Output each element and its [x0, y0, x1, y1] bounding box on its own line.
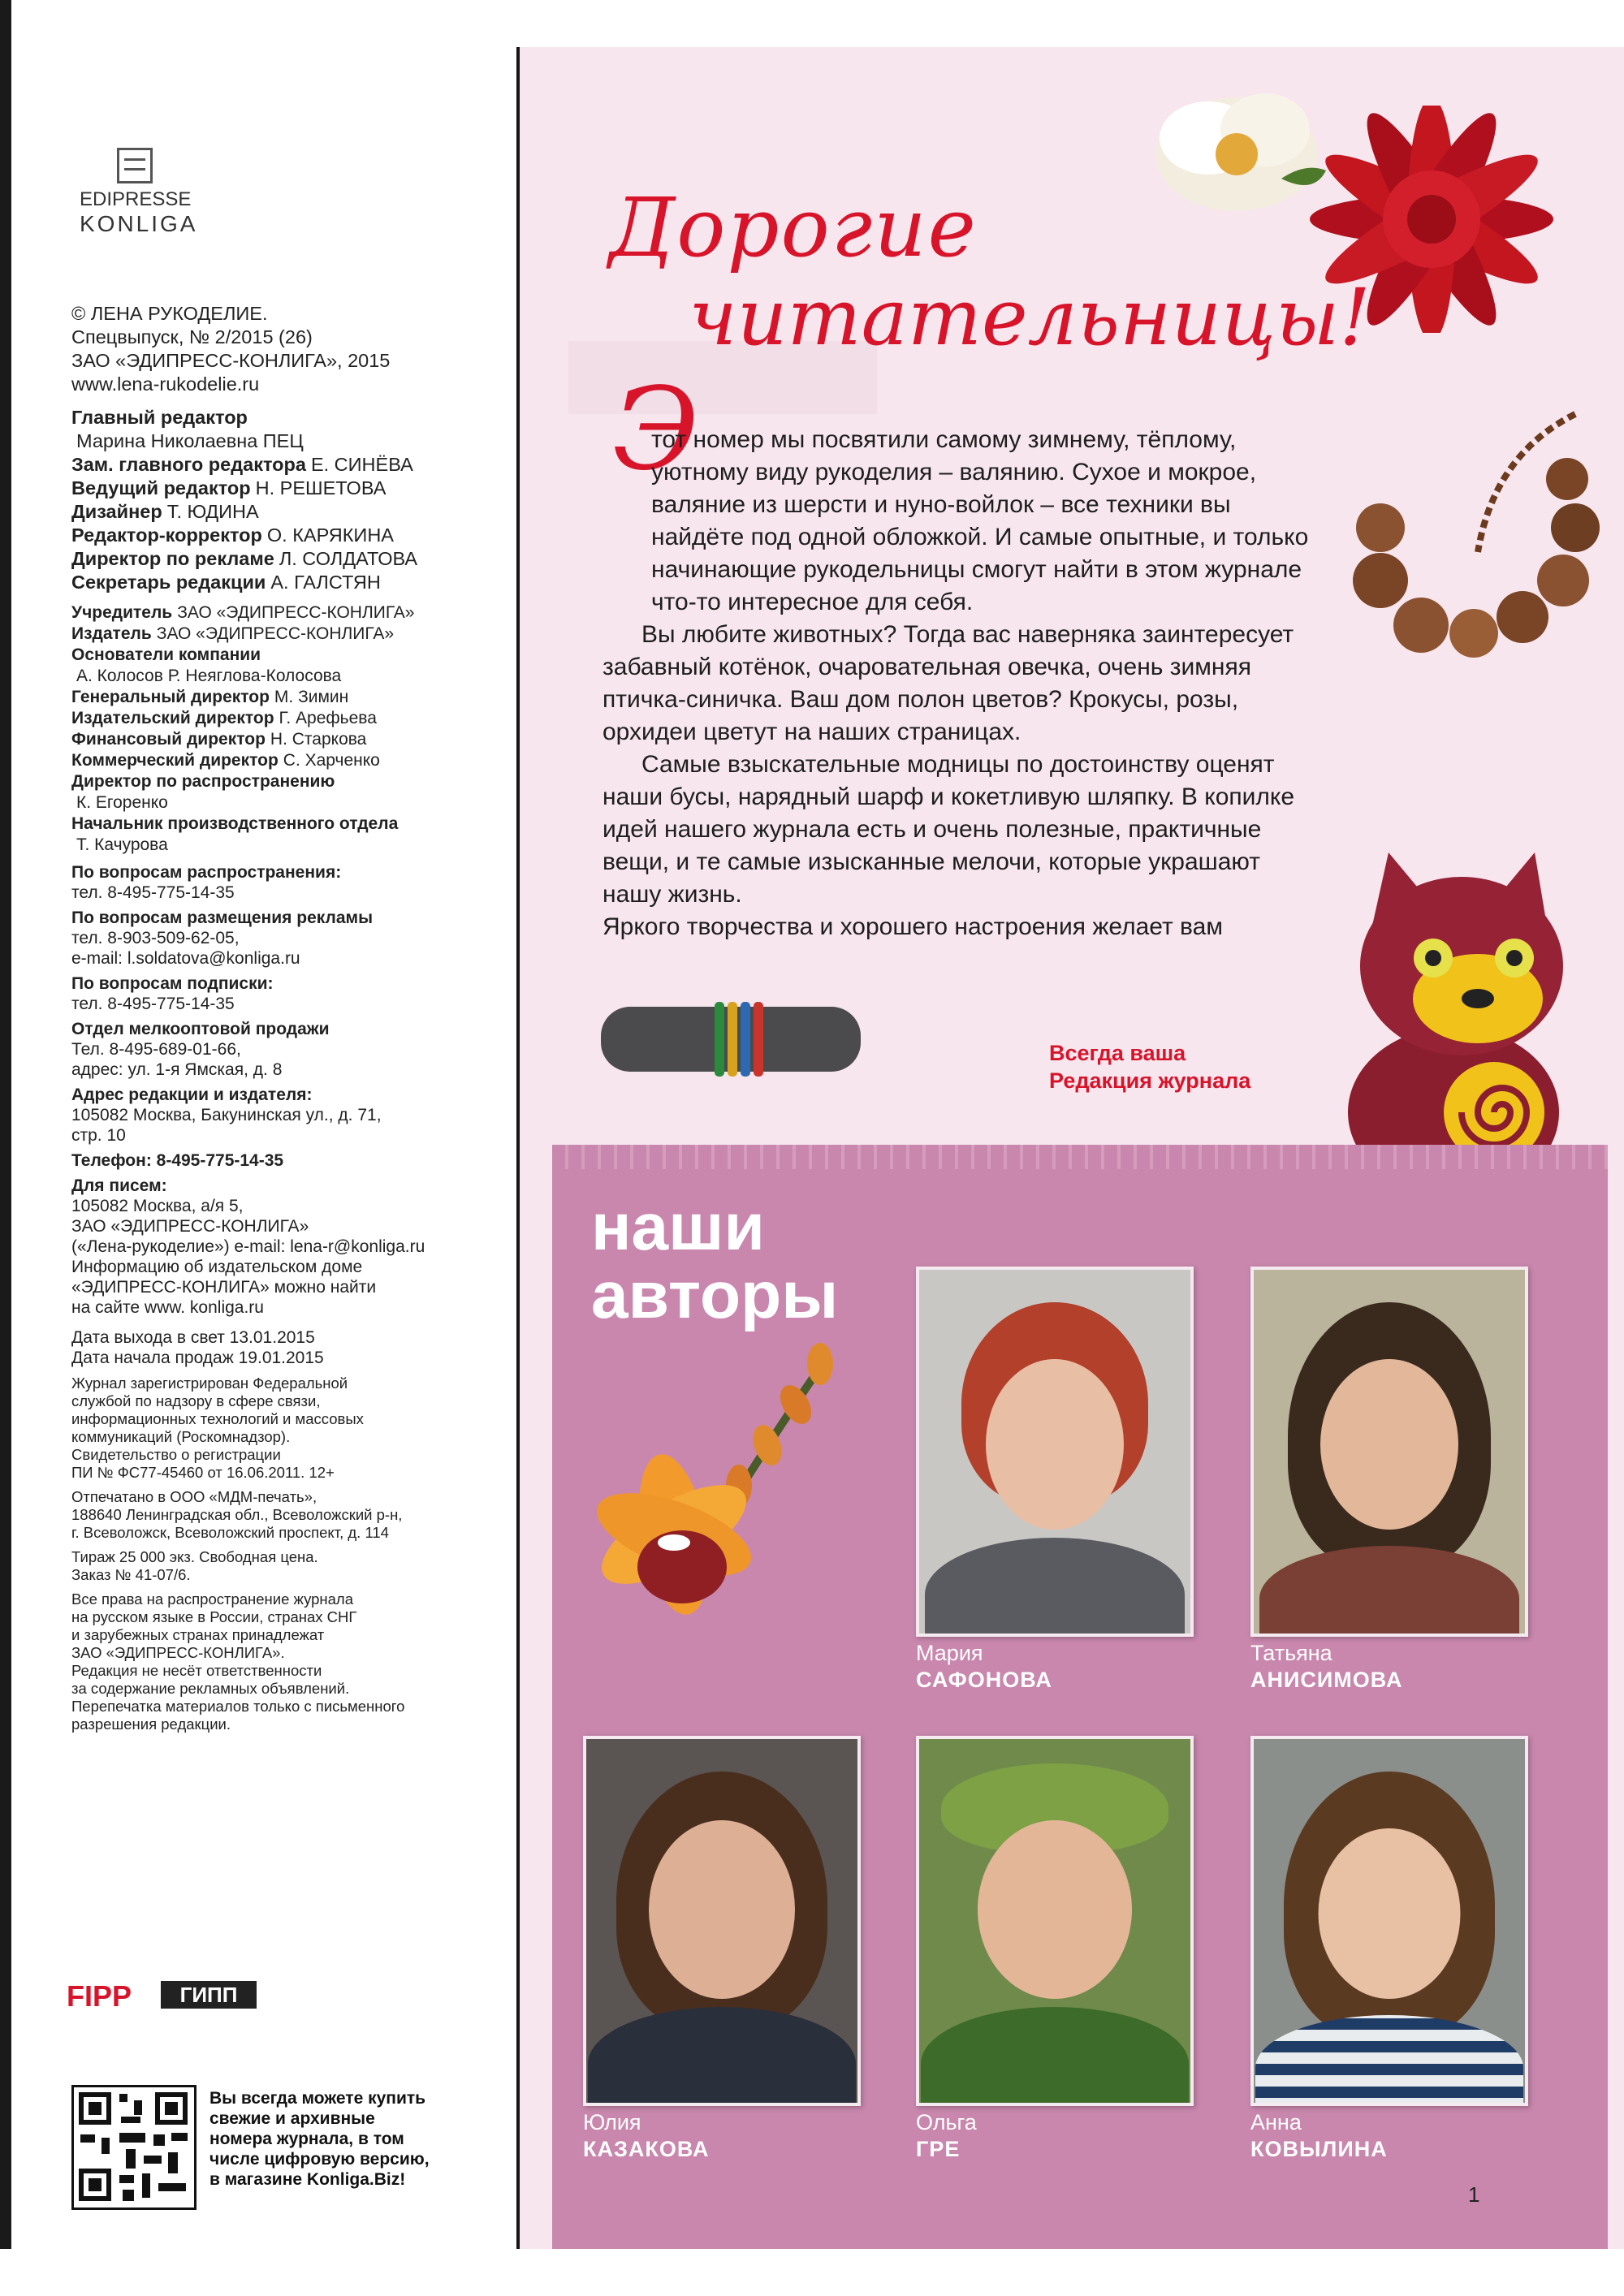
company-name: Г. Арефьева — [279, 709, 377, 727]
authors-title-line-2: авторы — [591, 1258, 839, 1332]
staff-row — [71, 429, 516, 453]
company-role: Учредитель — [71, 603, 173, 622]
contact-heading: По вопросам подписки: — [71, 974, 274, 993]
spacer — [71, 856, 516, 862]
company-row — [71, 792, 516, 814]
registration-line: информационных технологий и массовых — [71, 1410, 364, 1427]
imprint-head-line: Спецвыпуск, № 2/2015 (26) — [71, 326, 313, 347]
staff-name: Т. ЮДИНА — [166, 501, 259, 522]
registration-line: ПИ № ФС77-45460 от 16.06.2011. 12+ — [71, 1464, 335, 1481]
authors-panel-edge — [552, 1145, 1608, 1169]
company-row — [71, 835, 516, 856]
contact-heading: Отдел мелкооптовой продажи — [71, 1020, 330, 1038]
page-number: 1 — [1468, 2182, 1480, 2207]
author-last-name: КОВЫЛИНА — [1250, 2137, 1388, 2161]
author-last-name: ГРЕ — [916, 2137, 961, 2161]
staff-name: А. ГАЛСТЯН — [270, 572, 381, 593]
contact-line: тел. 8-903-509-62-05, — [71, 929, 240, 947]
staff-role: Ведущий редактор — [71, 477, 251, 498]
company-row — [71, 624, 516, 645]
letter-body — [603, 424, 1322, 943]
rights-line: за содержание рекламных объявлений. — [71, 1680, 350, 1697]
author-first-name: Ольга — [916, 2110, 977, 2134]
contact-heading: По вопросам распространения: — [71, 863, 342, 882]
company-row — [71, 687, 516, 708]
signature-line-2: Редакция журнала — [1049, 1068, 1251, 1093]
publisher-logo — [80, 148, 201, 237]
contact-line: 105082 Москва, а/я 5, — [71, 1197, 244, 1215]
staff-name: О. КАРЯКИНА — [266, 524, 394, 546]
staff-name: Л. СОЛДАТОВА — [279, 548, 418, 569]
spacer — [71, 1368, 516, 1375]
company-row — [71, 602, 516, 624]
company-row — [71, 708, 516, 729]
staff-row — [71, 453, 516, 477]
contact-line: Тел. 8-495-689-01-66, — [71, 1040, 241, 1059]
date-line: Дата начала продаж 19.01.2015 — [71, 1349, 324, 1367]
date-line: Дата выхода в свет 13.01.2015 — [71, 1328, 315, 1347]
staff-name: Н. РЕШЕТОВА — [255, 477, 387, 498]
staff-row — [71, 500, 516, 524]
staff-role: Главный редактор — [71, 407, 248, 428]
spacer — [71, 1584, 516, 1590]
company-row — [71, 771, 516, 792]
letter-paragraph-4: Яркого творчества и хорошего настроения желает вам — [603, 913, 1223, 940]
felt-case-image — [593, 990, 877, 1080]
author-last-name: КАЗАКОВА — [583, 2137, 710, 2161]
author-first-name: Мария — [916, 1641, 983, 1665]
qr-note: Вы всегда можете купить свежие и архивные номера журнала, в том числе цифровую версию, в магазине Konliga.Biz! — [209, 2089, 430, 2189]
spacer — [71, 1542, 516, 1548]
contact-line: «ЭДИПРЕСС-КОНЛИГА» можно найти — [71, 1278, 377, 1297]
circulation-line: Тираж 25 000 экз. Свободная цена. — [71, 1548, 318, 1565]
logo-line-1: EDIPRESSE — [80, 188, 192, 210]
fipp-logo: FIPP — [67, 1979, 132, 2013]
letter-title-line-1: Дорогие — [609, 180, 978, 275]
author-photo-safonova — [916, 1267, 1194, 1637]
rights-line: Перепечатка материалов только с письменного — [71, 1698, 405, 1715]
author-body — [925, 1538, 1185, 1637]
company-role: Начальник производственного отдела — [71, 814, 399, 833]
authors-title-line-1: наши — [591, 1190, 765, 1264]
company-name: М. Зимин — [274, 688, 349, 706]
letter-paragraph-1: тот номер мы посвятили самому зимнему, тёплому, уютному виду рукоделия – валянию. Сухое и мокрое, валяние из шерсти и нуно-войлок – все техники вы найдёте под одной обложкой. И самые опытные, и только начинающие рукодельницы смогут найти в этом журнале что-то интересное для себя. — [651, 426, 1309, 615]
contact-line: 105082 Москва, Бакунинская ул., д. 71, — [71, 1106, 382, 1124]
author-face — [649, 1820, 795, 1999]
contact-line: адрес: ул. 1-я Ямская, д. 8 — [71, 1060, 283, 1079]
company-name: Т. Качурова — [76, 835, 168, 854]
printing-line: 188640 Ленинградская обл., Всеволожский р-н, — [71, 1506, 403, 1523]
staff-row — [71, 477, 516, 500]
spacer — [71, 594, 516, 602]
company-role: Директор по распространению — [71, 772, 335, 791]
company-row — [71, 814, 516, 835]
felt-beads-necklace-image — [1332, 406, 1600, 674]
scan-left-edge — [0, 0, 11, 2296]
registration-line: коммуникаций (Роскомнадзор). — [71, 1428, 291, 1445]
company-role: Генеральный директор — [71, 688, 270, 706]
company-row — [71, 666, 516, 687]
company-name: Н. Старкова — [270, 730, 367, 749]
registration-line: службой по надзору в сфере связи, — [71, 1392, 321, 1409]
white-felt-flower-image — [1143, 73, 1330, 227]
company-role: Финансовый директор — [71, 730, 266, 749]
registration-line: Свидетельство о регистрации — [71, 1446, 281, 1463]
author-caption-gre — [916, 2109, 977, 2163]
contact-line: на сайте www. konliga.ru — [71, 1298, 264, 1317]
letter-paragraph-2: Вы любите животных? Тогда вас наверняка заинтересует забавный котёнок, очаровательная овечка, очень зимняя птичка-синичка. Ваш дом полон цветов? Крокусы, розы, орхидеи цветут на наших страницах. — [603, 621, 1294, 745]
logo-line-2: KONLIGA — [80, 211, 198, 236]
letter-title-line-2: читательницы! — [689, 272, 1371, 363]
spacer — [71, 1733, 516, 1740]
spacer — [71, 1482, 516, 1488]
scan-bottom-margin — [0, 2249, 1624, 2296]
author-body — [1255, 2015, 1523, 2106]
author-caption-anisimova — [1250, 1640, 1402, 1694]
author-body — [921, 2007, 1189, 2106]
rights-line: Все права на распространение журнала — [71, 1590, 354, 1608]
author-face — [978, 1820, 1132, 1999]
drop-cap: Э — [612, 364, 700, 496]
author-first-name: Татьяна — [1250, 1641, 1332, 1665]
gimp-logo: ГИПП — [161, 1981, 257, 2009]
author-photo-anisimova — [1250, 1267, 1528, 1637]
author-caption-kovylina — [1250, 2109, 1388, 2163]
company-role: Коммерческий директор — [71, 751, 279, 770]
company-row — [71, 750, 516, 771]
staff-row — [71, 406, 516, 429]
author-face — [1319, 1828, 1461, 1999]
rights-line: Редакция не несёт ответственности — [71, 1662, 322, 1679]
company-role: Издательский директор — [71, 709, 274, 727]
contact-line: Информацию об издательском доме — [71, 1258, 363, 1276]
contact-line: e-mail: l.soldatova@konliga.ru — [71, 949, 300, 968]
company-name: К. Егоренко — [76, 793, 168, 812]
author-photo-kazakova — [583, 1736, 861, 2106]
author-last-name: САФОНОВА — [916, 1668, 1052, 1692]
letter-signature — [1049, 1039, 1325, 1094]
author-last-name: АНИСИМОВА — [1250, 1668, 1403, 1692]
rights-line: на русском языке в России, странах СНГ — [71, 1608, 357, 1625]
author-caption-safonova — [916, 1640, 1052, 1694]
author-face — [1320, 1359, 1458, 1530]
staff-role: Секретарь редакции — [71, 572, 266, 593]
qr-code-pattern — [74, 2087, 194, 2208]
contact-line: тел. 8-495-775-14-35 — [71, 883, 235, 902]
author-caption-kazakova — [583, 2109, 710, 2163]
company-name: ЗАО «ЭДИПРЕСС-КОНЛИГА» — [156, 624, 395, 643]
contact-line: тел. 8-495-775-14-35 — [71, 995, 235, 1013]
author-body — [1259, 1546, 1519, 1637]
author-body — [588, 2007, 856, 2106]
staff-name: Марина Николаевна ПЕЦ — [76, 430, 304, 451]
company-name: С. Харченко — [283, 751, 380, 770]
staff-row — [71, 547, 516, 571]
publisher-logo-icon — [117, 148, 153, 183]
printing-line: г. Всеволожск, Всеволожский проспект, д. 114 — [71, 1524, 389, 1541]
signature-line-1: Всегда ваша — [1049, 1041, 1186, 1065]
imprint-head-line: www.lena-rukodelie.ru — [71, 373, 260, 395]
felt-orchid-image — [560, 1340, 853, 1681]
circulation-line: Заказ № 41-07/6. — [71, 1566, 191, 1583]
contact-line: ЗАО «ЭДИПРЕСС-КОНЛИГА» — [71, 1217, 309, 1236]
registration-line: Журнал зарегистрирован Федеральной — [71, 1375, 348, 1392]
company-name: А. Колосов Р. Неяглова-Колосова — [76, 667, 342, 685]
imprint-head-line: ЗАО «ЭДИПРЕСС-КОНЛИГА», 2015 — [71, 350, 391, 371]
contact-line: («Лена-рукоделие») e-mail: lena-r@konliga.ru — [71, 1237, 425, 1256]
company-row — [71, 645, 516, 666]
author-first-name: Юлия — [583, 2110, 641, 2134]
author-photo-kovylina — [1250, 1736, 1528, 2106]
company-row — [71, 729, 516, 750]
rights-line: и зарубежных странах принадлежат — [71, 1626, 325, 1643]
staff-role: Зам. главного редактора — [71, 454, 306, 475]
spacer — [71, 396, 516, 406]
imprint-head-line: © ЛЕНА РУКОДЕЛИЕ. — [71, 303, 268, 324]
staff-role: Дизайнер — [71, 501, 162, 522]
authors-title — [591, 1190, 839, 1332]
scan-top-margin — [0, 0, 1624, 47]
printing-line: Отпечатано в ООО «МДМ-печать», — [71, 1488, 317, 1505]
contact-heading: Адрес редакции и издателя: — [71, 1085, 313, 1104]
rights-line: разрешения редакции. — [71, 1716, 231, 1733]
author-face — [986, 1359, 1124, 1530]
contact-heading: Для писем: — [71, 1176, 167, 1195]
author-photo-gre — [916, 1736, 1194, 2106]
company-role: Основатели компании — [71, 645, 261, 664]
company-role: Издатель — [71, 624, 152, 643]
contact-line: стр. 10 — [71, 1126, 126, 1145]
contact-heading: По вопросам размещения рекламы — [71, 908, 373, 927]
rights-line: ЗАО «ЭДИПРЕСС-КОНЛИГА». — [71, 1644, 285, 1661]
qr-code[interactable] — [71, 2085, 197, 2210]
staff-name: Е. СИНЁВА — [310, 454, 413, 475]
staff-row — [71, 524, 516, 547]
staff-role: Директор по рекламе — [71, 548, 274, 569]
contact-heading: Телефон: 8-495-775-14-35 — [71, 1151, 284, 1170]
staff-row — [71, 571, 516, 594]
letter-paragraph-3: Самые взыскательные модницы по достоинству оценят наши бусы, нарядный шарф и кокетливую шляпку. В копилке идей нашего журнала есть и очень полезные, практичные вещи, и те самые изысканные мелочи, которые украшают нашу жизнь. — [603, 751, 1295, 908]
company-name: ЗАО «ЭДИПРЕСС-КОНЛИГА» — [177, 603, 415, 622]
imprint-column — [71, 302, 516, 1740]
staff-role: Редактор-корректор — [71, 524, 262, 546]
author-first-name: Анна — [1250, 2110, 1302, 2134]
